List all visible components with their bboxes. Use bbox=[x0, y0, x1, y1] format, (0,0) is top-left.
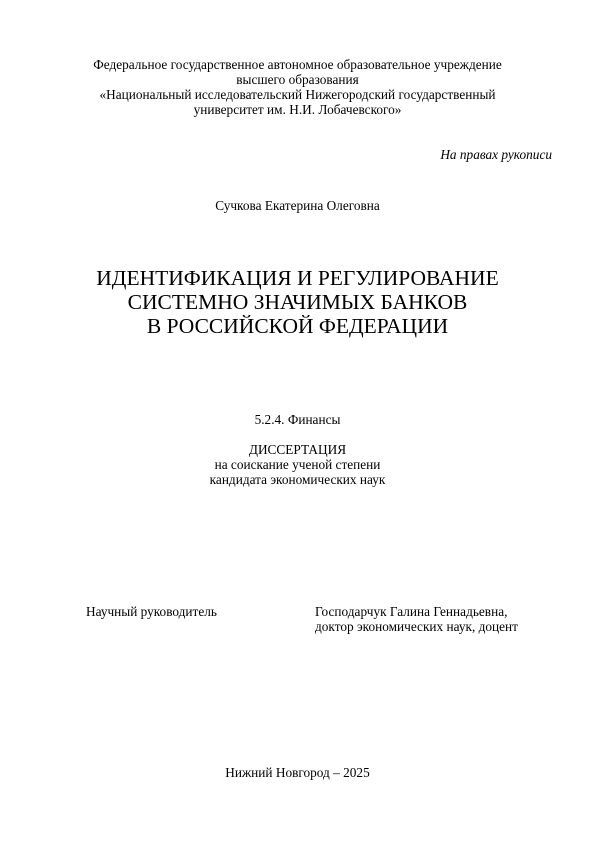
degree-line-2: кандидата экономических наук bbox=[209, 472, 386, 487]
institution-line-4: университет им. Н.И. Лобачевского» bbox=[193, 102, 402, 117]
institution-header bbox=[0, 57, 595, 117]
dissertation-heading: ДИССЕРТАЦИЯ bbox=[248, 442, 347, 457]
dissertation-type bbox=[0, 442, 595, 487]
title-line-1: ИДЕНТИФИКАЦИЯ И РЕГУЛИРОВАНИЕ bbox=[96, 266, 499, 290]
city-year: Нижний Новгород – 2025 bbox=[225, 765, 370, 780]
degree-line-1: на соискание ученой степени bbox=[214, 457, 381, 472]
supervisor-info bbox=[315, 604, 518, 634]
institution-line-1: Федеральное государственное автономное образовательное учреждение bbox=[93, 57, 502, 72]
author-name: Сучкова Екатерина Олеговна bbox=[215, 198, 380, 213]
supervisor-degree: доктор экономических наук, доцент bbox=[315, 619, 518, 634]
dissertation-title bbox=[0, 266, 595, 338]
supervisor-name: Господарчук Галина Геннадьевна, bbox=[315, 604, 508, 619]
title-line-3: В РОССИЙСКОЙ ФЕДЕРАЦИИ bbox=[146, 314, 449, 338]
specialty-code: 5.2.4. Финансы bbox=[254, 412, 341, 427]
supervisor-label: Научный руководитель bbox=[86, 604, 217, 619]
rights-note: На правах рукописи bbox=[440, 147, 552, 162]
institution-line-3: «Национальный исследовательский Нижегородский государственный bbox=[99, 87, 496, 102]
institution-line-2: высшего образования bbox=[236, 72, 359, 87]
title-line-2: СИСТЕМНО ЗНАЧИМЫХ БАНКОВ bbox=[127, 290, 468, 314]
